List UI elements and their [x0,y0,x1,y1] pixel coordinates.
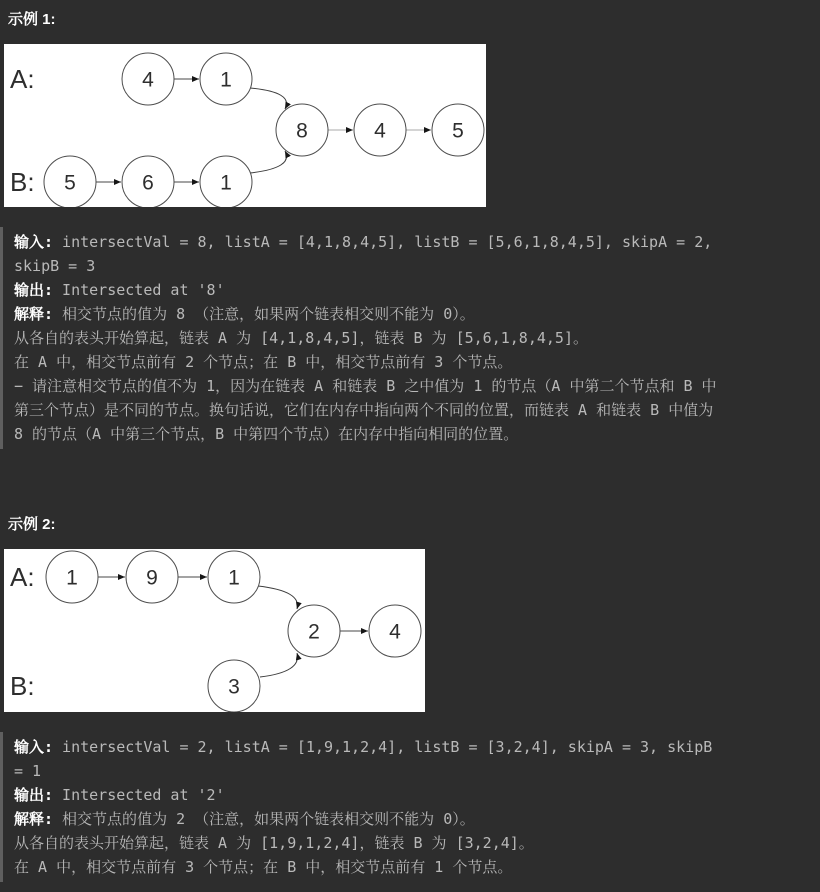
code-line [14,350,812,374]
merge-pointer-arrow [260,653,298,677]
list-row-label: B: [10,671,35,701]
code-text: − 请注意相交节点的值不为 1，因为在链表 A 和链表 B 之中值为 1 的节点（A 中第二个节点和 B 中 [14,377,717,395]
list-node-value: 9 [146,566,158,590]
code-text: 第三个节点）是不同的节点。换句话说，它们在内存中指向两个不同的位置，而链表 A 和链表 B 中值为 [14,401,714,419]
code-line [14,230,812,254]
code-line [14,422,812,446]
list-node-value: 5 [452,119,464,143]
code-text: 在 A 中，相交节点前有 2 个节点；在 B 中，相交节点前有 3 个节点。 [14,353,513,371]
problem-examples-panel [0,11,820,882]
code-line [14,278,812,302]
list-node-value: 6 [142,171,154,195]
list-node-value: 8 [296,119,308,143]
list-node-value: 4 [142,68,154,92]
code-line [14,759,812,783]
linked-list-diagram-2 [4,549,425,712]
list-node-value: 2 [308,620,320,644]
output-label: 输出: [14,786,54,804]
code-line [14,783,812,807]
list-node-value: 3 [228,675,240,699]
example-1-section [0,11,820,449]
code-text: 从各自的表头开始算起，链表 A 为 [4,1,8,4,5]，链表 B 为 [5,6,1,8,4,5]。 [14,329,588,347]
code-line [14,398,812,422]
example-1-code-block [0,227,820,449]
code-text: 在 A 中，相交节点前有 3 个节点；在 B 中，相交节点前有 1 个节点。 [14,858,513,876]
code-text: 相交节点的值为 2 （注意，如果两个链表相交则不能为 0）。 [53,810,475,828]
code-text: Intersected at '2' [53,786,225,804]
code-line [14,302,812,326]
merge-pointer-arrow [250,88,287,109]
code-line [14,735,812,759]
list-node-value: 4 [389,620,401,644]
code-line [14,807,812,831]
list-row-label: B: [10,167,35,197]
code-line [14,254,812,278]
list-node-value: 4 [374,119,386,143]
list-node-value: 1 [66,566,78,590]
code-text: = 1 [14,762,42,780]
example-2-heading: 示例 2: [8,516,56,533]
list-row-label: A: [10,562,35,592]
code-text: Intersected at '8' [53,281,225,299]
code-line [14,855,812,879]
merge-pointer-arrow [258,586,298,609]
example-2-section [0,516,820,882]
code-text: intersectVal = 8, listA = [4,1,8,4,5], listB = [5,6,1,8,4,5], skipA = 2, [53,233,713,251]
list-node-value: 1 [220,171,232,195]
list-node-value: 5 [64,171,76,195]
code-line [14,374,812,398]
example-2-code-block [0,732,820,882]
example-1-heading: 示例 1: [8,11,56,28]
explanation-label: 解释: [14,305,54,323]
code-text: 相交节点的值为 8 （注意，如果两个链表相交则不能为 0）。 [53,305,475,323]
code-text: skipB = 3 [14,257,96,275]
list-node-value: 1 [220,68,232,92]
linked-list-diagram-1 [4,44,486,207]
merge-pointer-arrow [250,151,287,173]
list-node-value: 1 [228,566,240,590]
list-row-label: A: [10,64,35,94]
code-line [14,326,812,350]
code-line [14,831,812,855]
explanation-label: 解释: [14,810,54,828]
input-label: 输入: [14,233,54,251]
output-label: 输出: [14,281,54,299]
code-text: 8 的节点（A 中第三个节点，B 中第四个节点）在内存中指向相同的位置。 [14,425,519,443]
code-text: 从各自的表头开始算起，链表 A 为 [1,9,1,2,4]，链表 B 为 [3,2,4]。 [14,834,534,852]
input-label: 输入: [14,738,54,756]
code-text: intersectVal = 2, listA = [1,9,1,2,4], listB = [3,2,4], skipA = 3, skipB [53,738,713,756]
